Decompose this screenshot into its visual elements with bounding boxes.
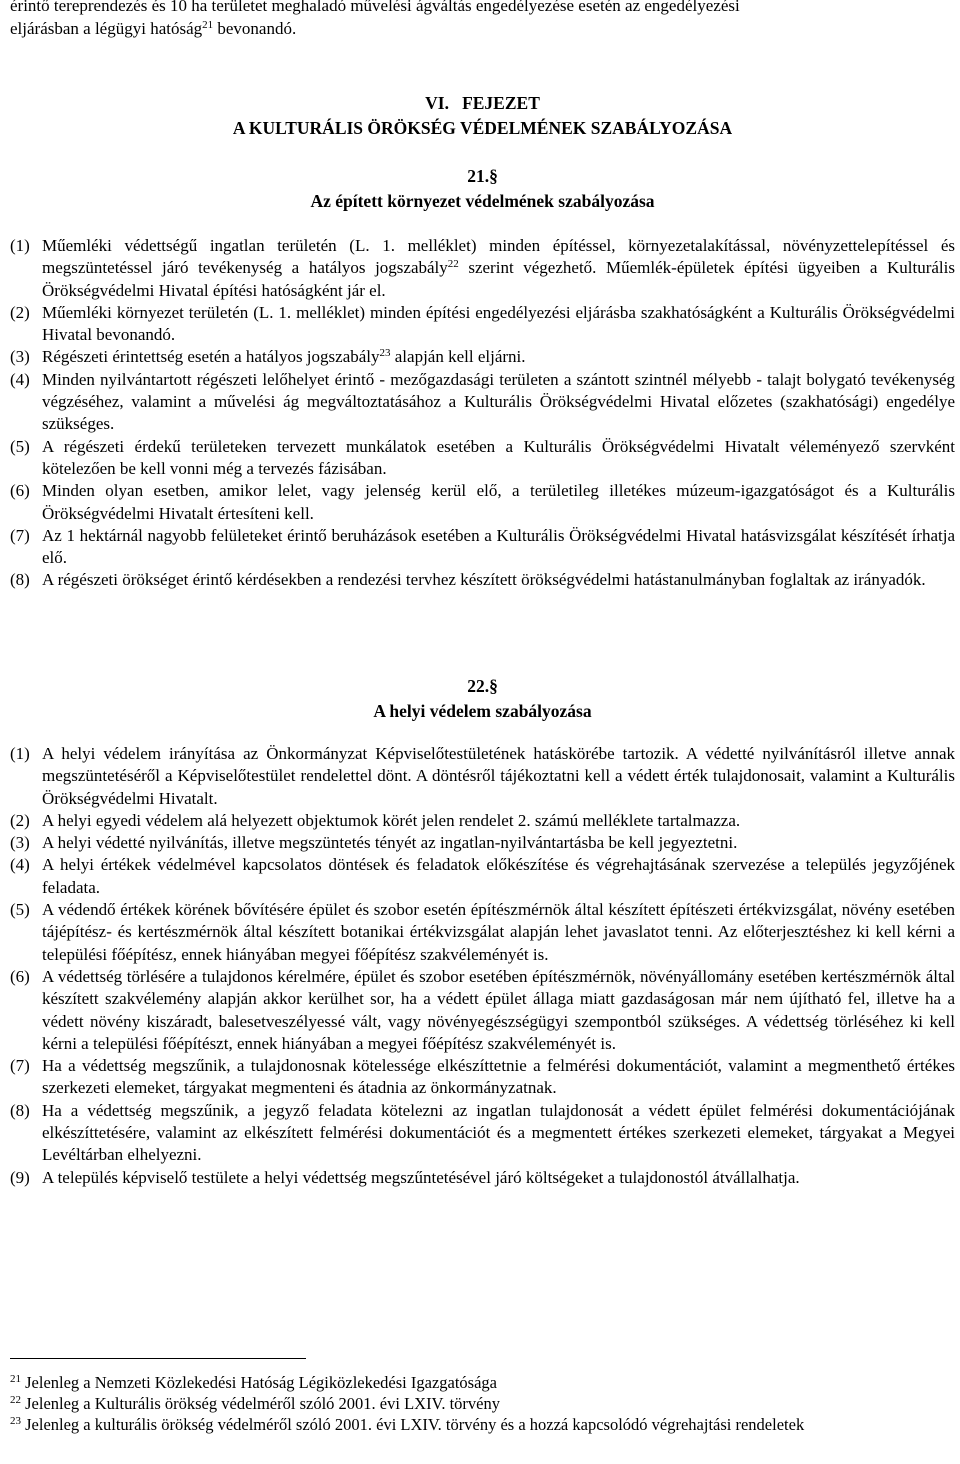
- paragraph-number: (2): [10, 810, 30, 830]
- intro-line-1: érintő tereprendezés és 10 ha területet meghaladó művelési ágváltás engedélyezése esetén az engedélyezési: [10, 0, 740, 15]
- footnote-marker: 23: [10, 1415, 21, 1427]
- chapter-heading: [10, 91, 955, 141]
- section-21-title: Az épített környezet védelmének szabályozása: [310, 191, 655, 211]
- section-22-title: A helyi védelem szabályozása: [373, 701, 592, 721]
- section-22-paragraph: (3) A helyi védetté nyilvánítás, illetve megszüntetés tényét az ingatlan-nyilvántartásba be kell jegyeztetni.: [10, 832, 955, 854]
- section-21-paragraph: (5) A régészeti érdekű területeken tervezett munkálatok esetében a Kulturális Örökségvédelmi Hivatalt véleményező szervként kötelezően be kell vonni még a tervezés fázisában.: [10, 436, 955, 478]
- section-22-body: [10, 743, 955, 1189]
- paragraph-number: (8): [10, 1100, 30, 1120]
- paragraph-number: (7): [10, 1056, 30, 1076]
- paragraph-sign-icon: §: [489, 676, 498, 696]
- paragraph-number: (9): [10, 1167, 30, 1187]
- section-21-paragraph: (1) Műemléki védettségű ingatlan területén (L. 1. melléklet) minden építéssel, környezetalakítással, növényzettelepítéssel és megszüntetéssel járó tevékenység a hatályos jogszabály$^{22}$ szerint végezhető. Műemlék-épületek építési ügyeiben a Kulturális Örökségvédelmi Hivatal építési hatóságként jár el.: [10, 236, 955, 300]
- section-21-body: [10, 235, 955, 592]
- section-22-number: 22.§: [467, 676, 498, 696]
- paragraph-number: (8): [10, 570, 30, 590]
- paragraph-number: (5): [10, 436, 30, 456]
- section-21-number: 21.§: [467, 166, 498, 186]
- section-21-paragraph: (4) Minden nyilvántartott régészeti lelőhelyet érintő - mezőgazdasági területen a szántott szintnél mélyebb - talajt bolygató tevékenység végzéséhez, valamint a művelési ág megváltoztatásához a Kulturális Örökségvédelmi Hivatal előzetes (szakhatósági) engedélye szükséges.: [10, 369, 955, 434]
- chapter-title: A KULTURÁLIS ÖRÖKSÉG VÉDELMÉNEK SZABÁLYOZÁSA: [232, 118, 733, 138]
- paragraph-number: (2): [10, 302, 30, 322]
- footnote-ref-22: 22: [447, 258, 459, 271]
- paragraph-number: (6): [10, 481, 30, 501]
- paragraph-number: (3): [10, 833, 30, 853]
- paragraph-number: (4): [10, 855, 30, 875]
- paragraph-number: (6): [10, 966, 30, 986]
- footnotes: [10, 1372, 955, 1435]
- section-22-heading: [10, 674, 955, 724]
- section-22-paragraph: (7) Ha a védettség megszűnik, a tulajdonosnak kötelessége elkészíttetnie a felmérési dokumentációt, valamint a megmenthető értékes szerkezeti elemeket, tárgyakat megmenteni és átadnia az önkormányzatnak.: [10, 1056, 955, 1098]
- paragraph-number: (3): [10, 347, 30, 367]
- section-21-paragraph: (3) Régészeti érintettség esetén a hatályos jogszabály$^{23}$ alapján kell eljárni.: [10, 346, 955, 368]
- footnote: $^{21}$ Jelenleg a Nemzeti Közlekedési Hatóság Légiközlekedési Igazgatósága: [10, 1373, 498, 1392]
- section-22-paragraph: (5) A védendő értékek körének bővítésére épület és szobor esetén építészmérnök által készített építészeti értékvizsgálat, növény esetében tájépítész- és kertészmérnök által készített botanikai értékvizsgálat alapján lehet javaslatot tenni. Az előterjesztéshez ki kell kérni a települési főépítész, ennek hiányában megyei főépítész szakvéleményét is.: [10, 900, 955, 964]
- paragraph-number: (1): [10, 744, 30, 763]
- section-21-paragraph: (6) Minden olyan esetben, amikor lelet, vagy jelenség kerül elő, a területileg illetékes múzeum-igazgatóságot és a Kulturális Örökségvédelmi Hivatalt értesíteni kell.: [10, 481, 955, 523]
- footnote: $^{23}$ Jelenleg a kulturális örökség védelméről szóló 2001. évi LXIV. törvény és a hozzá kapcsolódó végrehajtási rendeletek: [10, 1415, 805, 1434]
- footnote-marker: 21: [10, 1373, 21, 1385]
- footnote: $^{22}$ Jelenleg a Kulturális örökség védelméről szóló 2001. évi LXIV. törvény: [10, 1394, 500, 1413]
- footnote-separator: [10, 1358, 306, 1359]
- section-22-paragraph: (8) Ha a védettség megszűnik, a jegyző feladata kötelezni az ingatlan tulajdonosát a védett épület felmérési dokumentációjának elkészíttetésére, valamint az elkészített felmérési dokumentációt és a megmentett értékes szerkezeti elemeket, tárgyakat a Megyei Levéltárban elhelyezni.: [10, 1100, 955, 1165]
- section-21-paragraph: (7) Az 1 hektárnál nagyobb felületeket érintő beruházások esetében a Kulturális Örökségvédelmi Hivatal hatásvizsgálat készítését írhatja elő.: [10, 525, 955, 568]
- intro-line-2: eljárásban a légügyi hatóság$^{21}$ bevonandó.: [10, 19, 297, 38]
- paragraph-number: (5): [10, 900, 30, 920]
- section-21-paragraph: (2) Műemléki környezet területén (L. 1. melléklet) minden építési engedélyezési eljárásba szakhatóságként a Kulturális Örökségvédelmi Hivatal bevonandó.: [10, 302, 955, 345]
- footnote-ref-21: 21: [202, 19, 214, 31]
- chapter-number: VI. FEJEZET: [425, 93, 540, 113]
- section-21-heading: [10, 164, 955, 214]
- section-22-paragraph: (4) A helyi értékek védelmével kapcsolatos döntések és feladatok előkészítése és végrehajtásának szervezése a település jegyzőjének feladata.: [10, 855, 955, 897]
- section-22-paragraph: (2) A helyi egyedi védelem alá helyezett objektumok körét jelen rendelet 2. számú melléklete tartalmazza.: [10, 810, 955, 832]
- paragraph-number: (7): [10, 525, 30, 545]
- paragraph-sign-icon: §: [489, 166, 498, 186]
- paragraph-number: (1): [10, 236, 30, 255]
- paragraph-number: (4): [10, 369, 30, 389]
- footnote-marker: 22: [10, 1394, 21, 1406]
- intro-text: [10, 0, 955, 40]
- section-22-paragraph: (6) A védettség törlésére a tulajdonos kérelmére, épület és szobor esetében építészmérnök, növényállomány esetében kertészmérnök által készített szakvélemény alapján akkor kerülhet sor, ha a védett épület állaga miatt gazdaságosan már nem újítható fel, illetve ha a védett növény kiszáradt, balesetveszélyessé vált, vagy növényegészségügyi szempontból szükséges. A védettség törléséhez ki kell kérni a települési főépítészt, ennek hiányában a megyei főépítész szakvéleményét is.: [10, 966, 955, 1053]
- section-21-paragraph: (8) A régészeti örökséget érintő kérdésekben a rendezési tervhez készített örökségvédelmi hatástanulmányban foglaltak az irányadók.: [10, 569, 955, 591]
- footnote-ref-23: 23: [379, 347, 391, 360]
- section-22-paragraph: (9) A település képviselő testülete a helyi védettség megszűntetésével járó költségeket a tulajdonostól átvállalhatja.: [10, 1167, 955, 1189]
- section-22-paragraph: (1) A helyi védelem irányítása az Önkormányzat Képviselőtestületének hatáskörébe tartozik. A védetté nyilvánításról illetve annak megszüntetéséről a Képviselőtestület rendelettel dönt. A döntésről tájékoztatni kell a védett érték tulajdonosait, valamint a Kulturális Örökségvédelmi Hivatalt.: [10, 744, 955, 808]
